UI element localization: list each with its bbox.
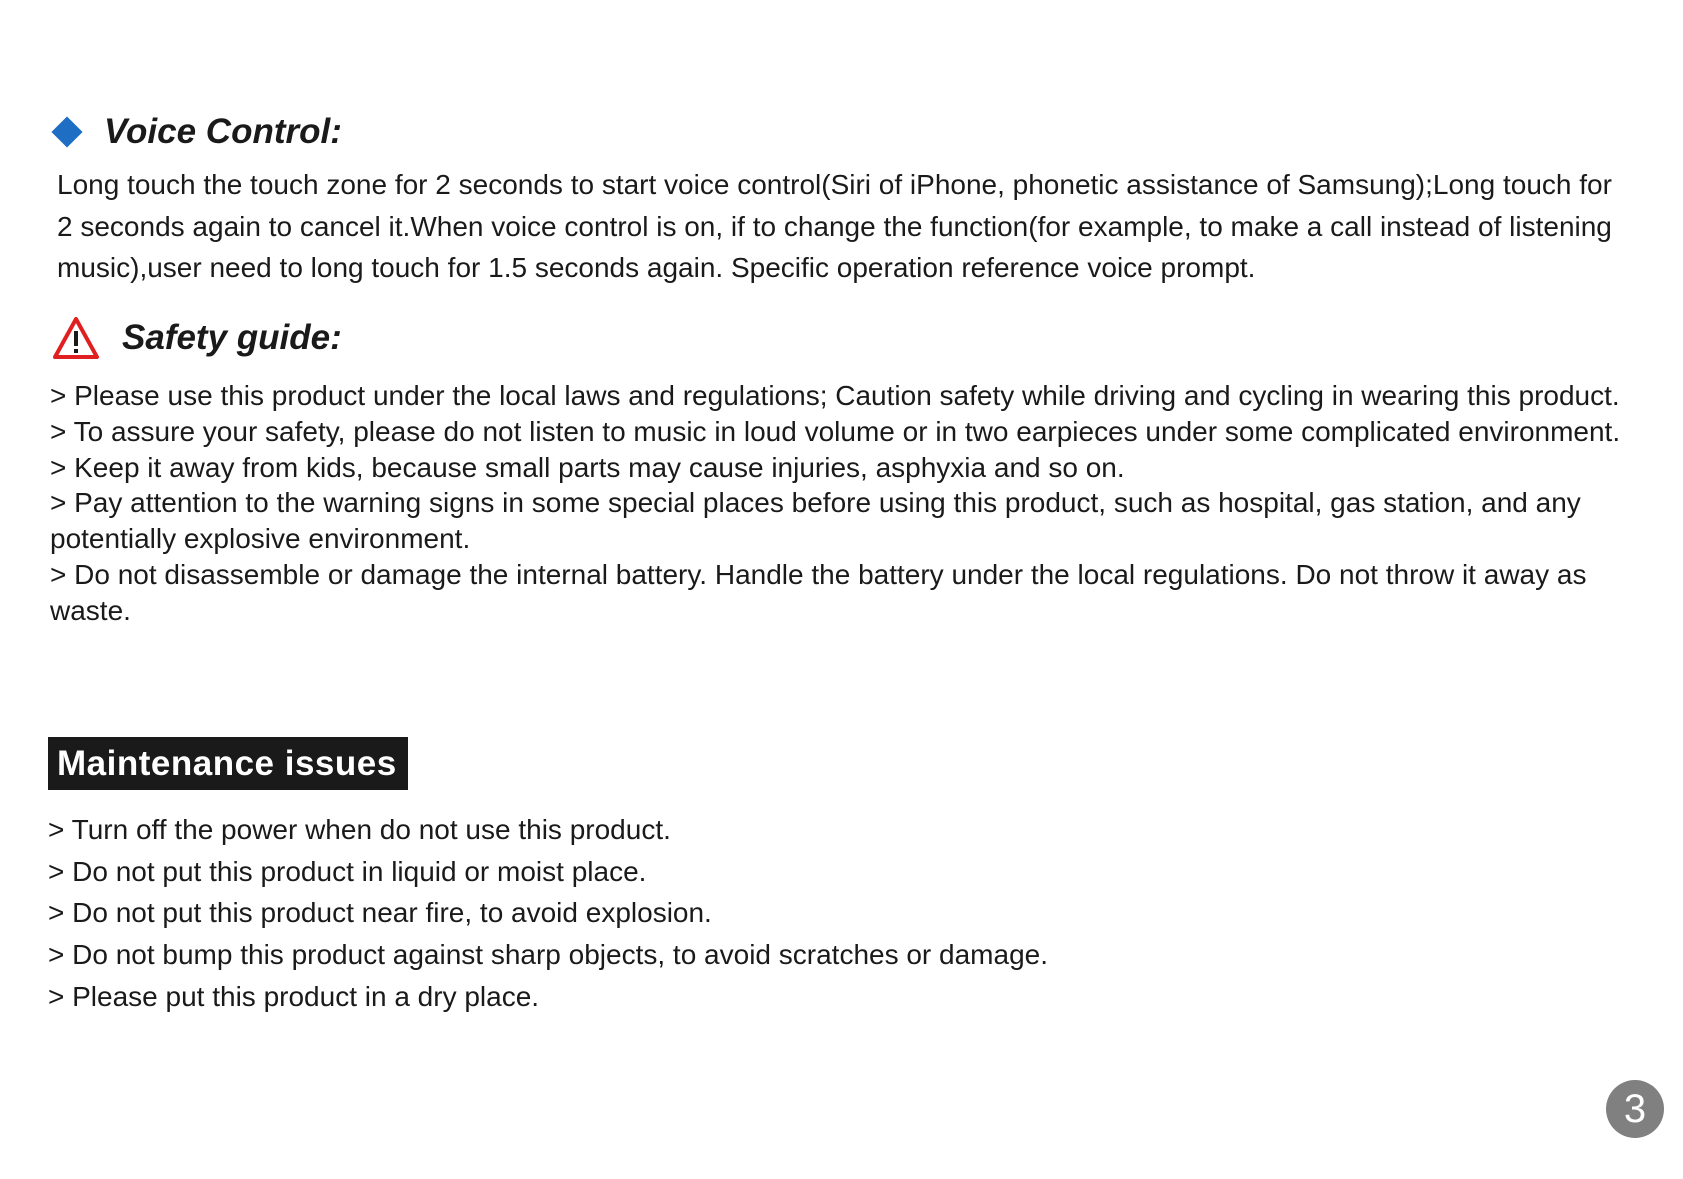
list-item: > Pay attention to the warning signs in some special places before using this product, such as hospital, gas station, and any potentially explosive environment. xyxy=(50,487,1581,555)
diamond-bullet-icon xyxy=(51,116,82,147)
list-item: > Do not disassemble or damage the internal battery. Handle the battery under the local regulations. Do not throw it away as waste. xyxy=(50,558,1587,626)
list-item: > Please use this product under the local laws and regulations; Caution safety while driving and cycling in wearing this product. xyxy=(50,380,1620,411)
list-item: > Do not put this product near fire, to avoid explosion. xyxy=(48,897,712,929)
voice-control-paragraph: Long touch the touch zone for 2 seconds to start voice control(Siri of iPhone, phonetic assistance of Samsung);Long touch for 2 seconds again to cancel it.When voice control is on, if to change the function(for example, to make a call instead of listening music),user need to long touch for 1.5 seconds again. Specific operation reference voice prompt. xyxy=(57,169,1612,283)
maintenance-list xyxy=(48,809,1548,1018)
voice-control-heading xyxy=(48,112,342,152)
list-item: > Please put this product in a dry place. xyxy=(48,980,540,1012)
list-item: > Do not bump this product against sharp objects, to avoid scratches or damage. xyxy=(48,939,1049,971)
safety-guide-title: Safety guide: xyxy=(122,318,342,357)
safety-guide-heading xyxy=(52,316,342,360)
page-number-badge: 3 xyxy=(1606,1080,1664,1138)
maintenance-heading: Maintenance issues xyxy=(48,737,408,790)
list-item: > To assure your safety, please do not listen to music in loud volume or in two earpieces under some complicated environment. xyxy=(50,415,1621,447)
list-item: > Keep it away from kids, because small parts may cause injuries, asphyxia and so on. xyxy=(50,451,1125,483)
safety-guide-list xyxy=(50,378,1630,629)
voice-control-title: Voice Control: xyxy=(104,112,342,151)
list-item: > Turn off the power when do not use this product. xyxy=(48,814,671,845)
list-item: > Do not put this product in liquid or moist place. xyxy=(48,855,647,887)
warning-triangle-icon xyxy=(52,316,100,360)
